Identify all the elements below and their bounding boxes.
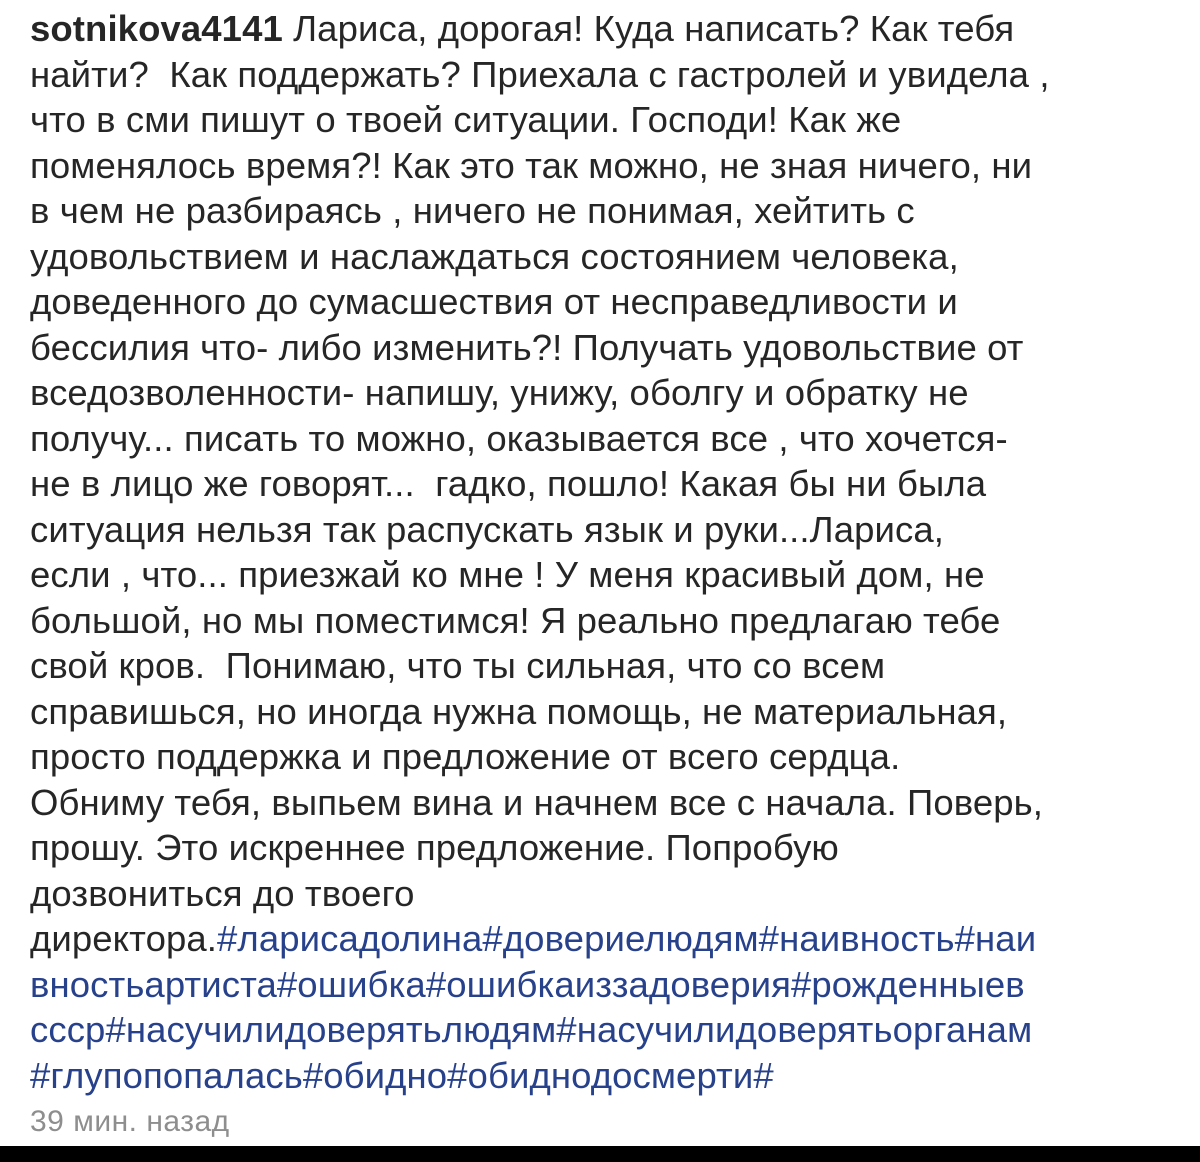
comment-text-line: свой кров. Понимаю, что ты сильная, что со всем: [30, 645, 886, 686]
comment-text-line: удовольствием и наслаждаться состоянием человека,: [30, 235, 959, 277]
comment-text-line: дозвониться до твоего: [30, 872, 415, 914]
bottom-edge-bar: [0, 1146, 1200, 1162]
comment-text-line: найти? Как поддержать? Приехала с гастролей и увидела ,: [30, 53, 1050, 95]
comment-timestamp: 39 мин. назад: [30, 1105, 230, 1138]
comment-text-line: поменялось время?! Как это так можно, не зная ничего, ни: [30, 144, 1033, 186]
comment-text-line: Лариса, дорогая! Куда написать? Как тебя: [282, 8, 1015, 49]
comment-text-line: получу... писать то можно, оказывается все , что хочется-: [30, 417, 1008, 459]
comment-text-line: Обниму тебя, выпьем вина и начнем все с начала. Поверь,: [30, 781, 1043, 823]
comment-text-line: прошу. Это искреннее предложение. Попробую: [30, 827, 839, 868]
hashtag-link[interactable]: вностьартиста#ошибка#ошибкаиззадоверия#рожденныев: [30, 963, 1025, 1005]
comment-text-line: ситуация нельзя так распускать язык и руки...Лариса,: [30, 508, 944, 550]
comment-text-line: вседозволенности- напишу, унижу, оболгу и обратку не: [30, 372, 969, 413]
hashtag-link[interactable]: #ларисадолина#довериелюдям#наивность#наи: [217, 918, 1037, 959]
comment-text-line: бессилия что- либо изменить?! Получать удовольствие от: [30, 326, 1024, 368]
comment-text-line: не в лицо же говорят... гадко, пошло! Какая бы ни была: [30, 463, 987, 504]
comment-text-line: справишься, но иногда нужна помощь, не материальная,: [30, 690, 1008, 732]
hashtag-link[interactable]: #глупопопалась#обидно#обиднодосмерти#: [30, 1054, 774, 1096]
comment-line-hashtag-start: [30, 916, 1170, 962]
comment-line-0: [30, 6, 1170, 52]
username-link[interactable]: sotnikova4141: [30, 8, 283, 49]
comment-text-line: просто поддержка и предложение от всего сердца.: [30, 736, 901, 777]
comment-text-line: что в сми пишут о твоей ситуации. Господи! Как же: [30, 99, 902, 140]
comment-text-line: доведенного до сумасшествия от несправедливости и: [30, 281, 958, 322]
comment-body: [30, 6, 1170, 1098]
hashtag-link[interactable]: ссср#насучилидоверятьлюдям#насучилидоверятьорганам: [30, 1009, 1033, 1050]
comment-text-line: большой, но мы поместимся! Я реально предлагаю тебе: [30, 599, 1001, 641]
comment-text-line: директора.: [30, 918, 218, 959]
comment-text-line: если , что... приезжай ко мне ! У меня красивый дом, не: [30, 554, 985, 595]
comment-text-line: в чем не разбираясь , ничего не понимая, хейтить с: [30, 190, 915, 231]
